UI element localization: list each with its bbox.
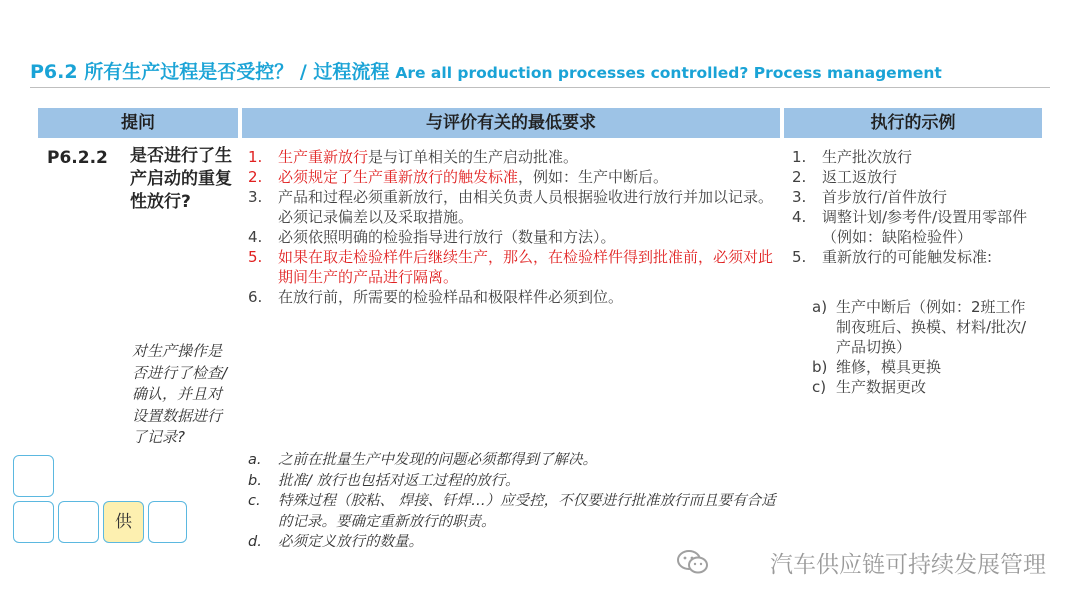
requirement-item: 5. 如果在取走检验样件后继续生产，那么，在检验样件得到批准前，必须对此期间生产的产品进行隔离。 <box>248 248 774 286</box>
example-item: 2. 返工返放行 <box>792 168 898 186</box>
header-requirements: 与评价有关的最低要求 <box>242 108 780 138</box>
legend-box-label: 供 <box>115 512 132 532</box>
title-en: Are all production processes controlled? Process management <box>395 64 942 82</box>
example-item: 5. 重新放行的可能触发标准: <box>792 248 993 266</box>
header-question: 提问 <box>38 108 238 138</box>
legend-box-top <box>13 455 54 497</box>
legend-box-4 <box>148 501 187 543</box>
sub-item: b. 批准/ 放行也包括对返工过程的放行。 <box>248 472 520 489</box>
legend-box-supplier <box>103 501 144 543</box>
example-sub-item: a) 生产中断后（例如：2班工作制夜班后、换模、材料/批次/产品切换） <box>812 298 1027 356</box>
example-item: 3. 首步放行/首件放行 <box>792 188 948 206</box>
requirement-item: 2. 必须规定了生产重新放行的触发标准，例如：生产中断后。 <box>248 168 669 186</box>
title-divider <box>30 87 1050 88</box>
legend-box-2 <box>58 501 99 543</box>
question-note: 对生产操作是否进行了检查/ 确认，并且对设置数据进行了记录? <box>132 342 228 446</box>
example-sub-list <box>812 297 1037 397</box>
watermark-text: 汽车供应链可持续发展管理 <box>770 552 1046 578</box>
sub-item: c. 特殊过程（胶粘、 焊接、钎焊…）应受控，不仅要进行批准放行而且要有合适的记录。要确定重新放行的职责。 <box>248 493 776 530</box>
title-cn: P6.2 所有生产过程是否受控？ / 过程流程 <box>30 61 390 83</box>
example-item: 4. 调整计划/参考件/设置用零部件（例如：缺陷检验件） <box>792 208 1028 246</box>
sub-item: d. 必须定义放行的数量。 <box>248 534 423 550</box>
example-item: 1. 生产批次放行 <box>792 148 913 166</box>
requirements-list <box>248 147 778 307</box>
sub-items-list <box>248 450 778 553</box>
examples-list <box>792 147 1037 267</box>
wechat-icon <box>676 548 710 576</box>
requirement-item: 4. 必须依照明确的检验指导进行放行（数量和方法）。 <box>248 228 616 246</box>
requirement-item: 1. 生产重新放行是与订单相关的生产启动批准。 <box>248 148 579 166</box>
page-title <box>30 57 942 84</box>
sub-item: a. 之前在批量生产中发现的问题必须都得到了解决。 <box>248 452 597 468</box>
legend-box-1 <box>13 501 54 543</box>
requirement-item: 3. 产品和过程必须重新放行，由相关负责人员根据验收进行放行并加以记录。必须记录偏差以及采取措施。 <box>248 188 774 226</box>
header-examples: 执行的示例 <box>784 108 1042 138</box>
question-number: P6.2.2 <box>47 148 108 168</box>
question-text: 是否进行了生产启动的重复性放行? <box>130 146 232 212</box>
requirement-item: 6. 在放行前，所需要的检验样品和极限样件必须到位。 <box>248 288 624 306</box>
example-sub-item: c) 生产数据更改 <box>812 378 927 396</box>
example-sub-item: b) 维修，模具更换 <box>812 358 942 376</box>
